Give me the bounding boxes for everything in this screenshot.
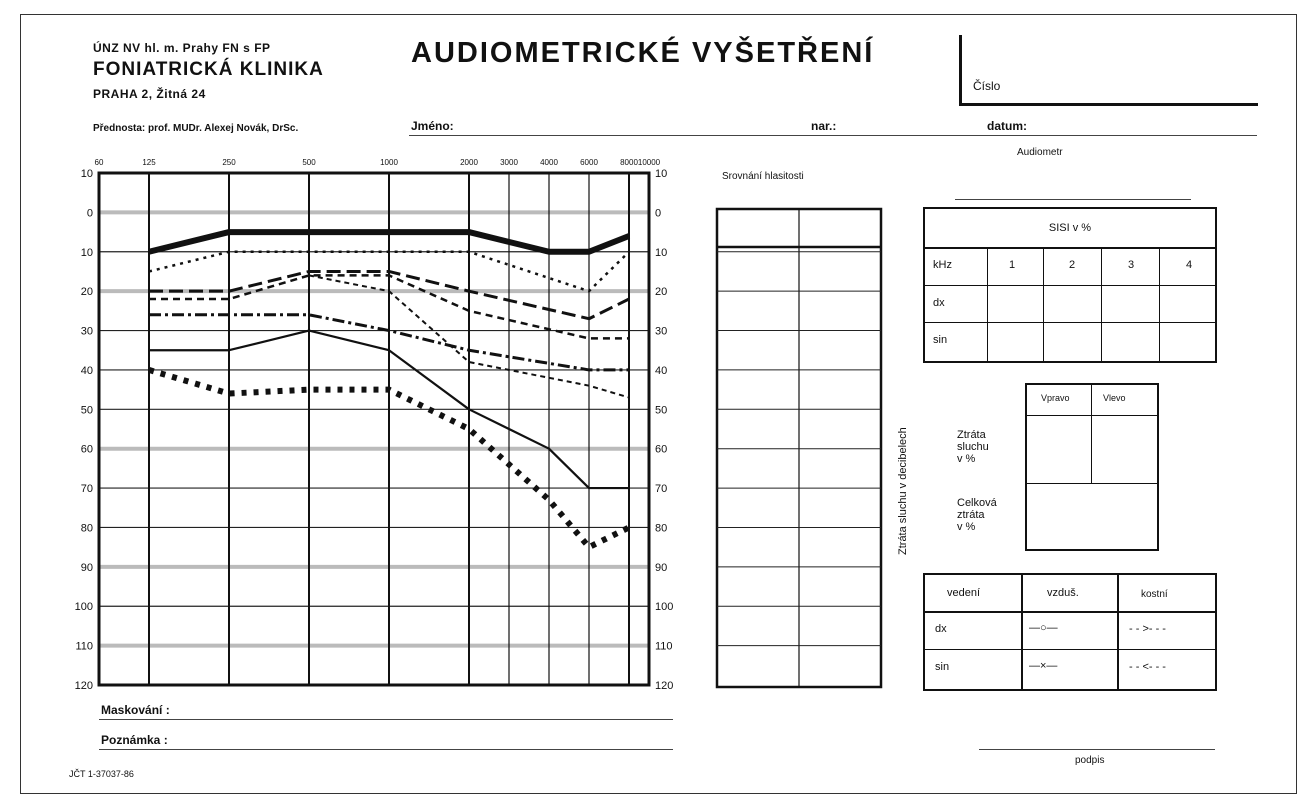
x-tick-label: 60 — [94, 158, 104, 167]
x-tick-label: 1000 — [380, 158, 398, 167]
y-tick-label: 50 — [655, 404, 668, 417]
y-tick-label: 10 — [655, 246, 668, 259]
director-line: Přednosta: prof. MUDr. Alexej Novák, DrSc. — [93, 123, 299, 134]
born-label: nar.: — [811, 119, 837, 133]
total-label-line: Celková — [957, 497, 997, 509]
sisi-header-row — [925, 247, 1215, 286]
loss-label-line: v % — [957, 453, 976, 465]
audiometer-label: Audiometr — [1017, 147, 1063, 158]
loss-label-line: Ztráta — [957, 429, 986, 441]
form-title: AUDIOMETRICKÉ VYŠETŘENÍ — [411, 37, 875, 69]
loudness-comparison-title: Srovnání hlasitosti — [722, 171, 804, 182]
y-tick-label: 60 — [655, 443, 668, 456]
y-tick-label: 110 — [75, 640, 93, 653]
legend-header-air: vzduš. — [1047, 587, 1079, 599]
masking-label: Maskování : — [101, 703, 170, 717]
signature-line[interactable] — [979, 749, 1215, 750]
legend-row-label: sin — [935, 661, 950, 673]
x-tick-label: 3000 — [500, 158, 518, 167]
loss-col-right: Vpravo — [1041, 393, 1070, 403]
loss-header-row — [1027, 385, 1157, 416]
signature-label: podpis — [1075, 755, 1105, 766]
sisi-divider — [1101, 247, 1102, 361]
loss-label-line: sluchu — [957, 441, 989, 453]
y-tick-label: 70 — [655, 483, 668, 496]
sisi-row-sin[interactable] — [925, 322, 1215, 359]
hearing-loss-label — [957, 429, 989, 465]
total-label-line: v % — [957, 521, 976, 533]
y-tick-label: 70 — [80, 483, 93, 496]
legend-bone-symbol: - - <- - - — [1129, 661, 1166, 673]
sisi-header-2: 2 — [1069, 259, 1076, 271]
sisi-row-dx[interactable] — [925, 285, 1215, 323]
legend-bone-symbol: - - >- - - — [1129, 623, 1166, 635]
y-tick-label: 100 — [74, 601, 93, 614]
loss-divider — [1091, 385, 1092, 483]
date-label: datum: — [987, 119, 1027, 133]
y-tick-label: 100 — [655, 601, 674, 614]
institution-line-3: PRAHA 2, Žitná 24 — [93, 87, 206, 101]
x-tick-label: 125 — [142, 158, 156, 167]
sisi-divider — [987, 247, 988, 361]
loss-col-left: Vlevo — [1103, 393, 1126, 403]
sisi-header-khz: kHz — [933, 259, 952, 271]
y-tick-label: 120 — [655, 680, 674, 692]
y-tick-label: 10 — [80, 168, 93, 180]
y-tick-label: 0 — [86, 207, 93, 220]
legend-header-conduction: vedení — [947, 587, 981, 599]
sisi-header-3: 3 — [1128, 259, 1135, 271]
y-tick-label: 80 — [655, 522, 668, 535]
legend-divider — [1117, 575, 1119, 689]
x-tick-label: 4000 — [540, 158, 558, 167]
legend-divider — [1021, 575, 1023, 689]
y-tick-label: 60 — [80, 443, 93, 456]
y-tick-label: 10 — [80, 246, 93, 259]
legend-air-symbol: —×— — [1029, 660, 1058, 672]
sisi-table — [923, 207, 1217, 363]
sisi-title: SISI v % — [925, 209, 1215, 249]
sisi-row-label: sin — [933, 334, 948, 346]
institution-line-2: FONIATRICKÁ KLINIKA — [93, 59, 324, 80]
sisi-row-label: dx — [933, 297, 945, 309]
y-tick-label: 110 — [655, 640, 673, 653]
x-tick-label: 8000 — [620, 158, 638, 167]
legend-air-symbol: —○— — [1029, 622, 1058, 634]
form-code: JČT 1-37037-86 — [69, 769, 134, 779]
legend-row-dx — [925, 611, 1215, 650]
loss-divider — [1027, 483, 1157, 484]
legend-row-sin — [925, 649, 1215, 687]
legend-header-bone: kostní — [1141, 589, 1168, 600]
x-tick-label: 250 — [222, 158, 236, 167]
y-tick-label: 90 — [655, 561, 668, 574]
legend-row-label: dx — [935, 623, 947, 635]
sisi-header-4: 4 — [1186, 259, 1193, 271]
name-label: Jméno: — [411, 119, 454, 133]
sisi-header-1: 1 — [1009, 259, 1016, 271]
y-tick-label: 0 — [655, 207, 662, 220]
y-tick-label: 90 — [80, 561, 93, 574]
y-tick-label: 40 — [655, 364, 668, 377]
x-tick-label: 2000 — [460, 158, 478, 167]
y-tick-label: 80 — [80, 522, 93, 535]
legend-table — [923, 573, 1217, 691]
number-label: Číslo — [973, 79, 1001, 93]
masking-field-line[interactable] — [99, 719, 673, 720]
legend-header-row — [925, 575, 1215, 613]
note-label: Poznámka : — [101, 733, 168, 747]
y-tick-label: 30 — [655, 325, 668, 338]
sisi-divider — [1043, 247, 1044, 361]
y-tick-label: 50 — [80, 404, 93, 417]
institution-line-1: ÚNZ NV hl. m. Prahy FN s FP — [93, 41, 271, 55]
y-tick-label: 40 — [80, 364, 93, 377]
hearing-loss-table — [1025, 383, 1159, 551]
x-tick-label: 6000 — [580, 158, 598, 167]
note-field-line[interactable] — [99, 749, 673, 750]
y-tick-label: 30 — [80, 325, 93, 338]
total-label-line: ztráta — [957, 509, 985, 521]
y-tick-label: 120 — [74, 680, 93, 692]
x-tick-label: 500 — [302, 158, 316, 167]
y-tick-label: 20 — [80, 286, 93, 299]
y-tick-label: 20 — [655, 286, 668, 299]
total-loss-label — [957, 497, 997, 533]
y-tick-label: 10 — [655, 168, 668, 180]
sisi-divider — [1159, 247, 1160, 361]
audiometry-form — [20, 14, 1297, 794]
hearing-loss-axis-label: Ztráta sluchu v decibelech — [897, 427, 909, 555]
x-tick-label: 10000 — [637, 158, 661, 167]
